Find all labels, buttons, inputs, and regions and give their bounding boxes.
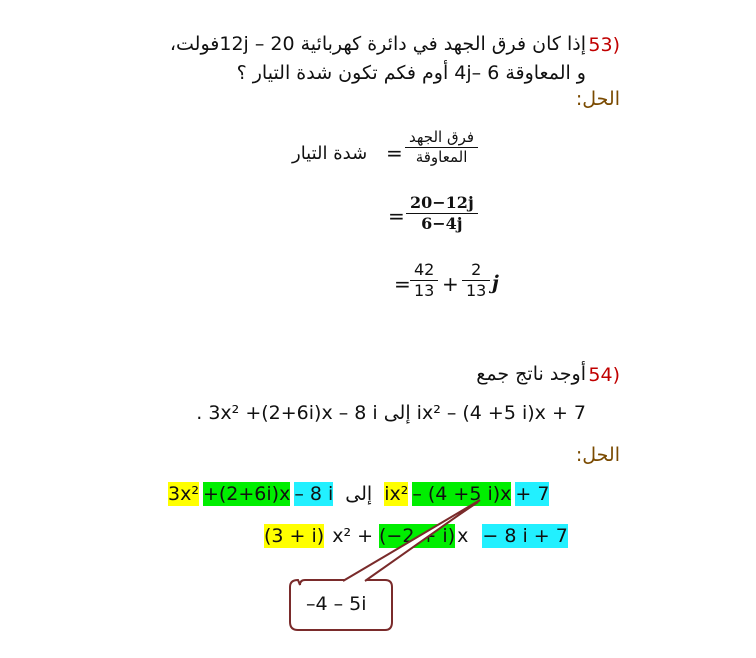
term-2-6i-x: +(2+6i)x	[202, 483, 291, 505]
fraction-top-20-12j: 20−12j	[410, 193, 474, 212]
equals-sign-1: =	[386, 141, 403, 165]
question-54-problem: . 3x² +(2+6i)x – 8 i إلى ix² – (4 +5 i)x + 7	[196, 402, 586, 424]
question-53-number: 53)	[588, 34, 620, 56]
question-54-title: أوجد ناتج جمع	[476, 363, 586, 385]
fraction-bottom-6-4j: 6−4j	[421, 214, 463, 233]
term-ix2: ix²	[384, 483, 409, 505]
plus-sign-row2: +	[357, 525, 373, 547]
term-minus-8i: – 8 i	[294, 483, 334, 505]
term-3x2: 3x²	[168, 483, 199, 505]
word-to: إلى	[345, 483, 373, 505]
fraction-bottom-13: 13	[414, 281, 435, 300]
question-54-number: 54)	[588, 364, 620, 386]
term-3-plus-i: (3 + i)	[264, 525, 325, 547]
fraction-top-voltage: فرق الجهد	[409, 128, 475, 146]
term-minus-4-5i-x: – (4 +5 i)x	[412, 483, 512, 505]
term-x: x	[457, 525, 469, 547]
fraction-top-2: 2	[471, 260, 482, 279]
plus-sign: +	[442, 272, 459, 296]
imaginary-j: j	[492, 272, 499, 294]
fraction-top-42: 42	[414, 260, 435, 279]
term-x2: x²	[332, 525, 352, 547]
current-label: شدة التيار	[292, 143, 368, 164]
callout-text: –4 – 5i	[306, 593, 367, 615]
question-53-line2: و المعاوقة 4j– 6 أوم فكم تكون شدة التيار ؟	[236, 62, 586, 84]
solution-label-54: الحل:	[575, 444, 620, 466]
fraction-bottom-impedance: المعاوقة	[415, 148, 468, 166]
solution-label-53: الحل:	[575, 88, 620, 110]
equals-sign-2: =	[388, 204, 405, 228]
term-plus-7: + 7	[515, 483, 550, 505]
term-minus-8i-plus-7: − 8 i + 7	[482, 525, 568, 547]
fraction-bottom-13b: 13	[466, 281, 487, 300]
question-53-line1: إذا كان فرق الجهد في دائرة كهربائية 12j – 20فولت،	[169, 33, 586, 55]
term-minus2-plus-i: (−2 + i)	[379, 525, 456, 547]
equals-sign-3: =	[394, 272, 411, 296]
